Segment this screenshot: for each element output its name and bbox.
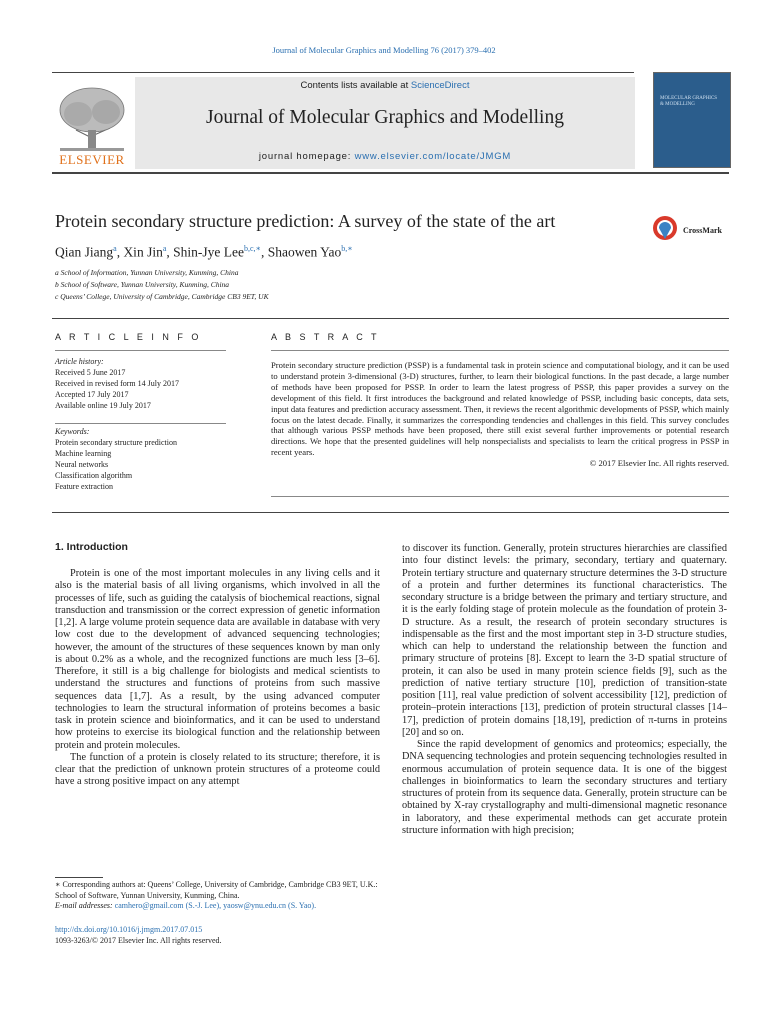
sciencedirect-link[interactable]: ScienceDirect (410, 80, 470, 91)
abstract-body (271, 360, 729, 469)
article-info-heading: A R T I C L E I N F O (55, 332, 202, 342)
contents-line (135, 80, 635, 91)
author-name: Qian Jiang (55, 244, 114, 260)
article-title: Protein secondary structure prediction: A survey of the state of the art (55, 211, 556, 231)
author-affil-marker[interactable]: b,∗ (341, 244, 353, 253)
article-info-rule (55, 350, 226, 351)
history-item: Received 5 June 2017 (55, 368, 126, 377)
keywords-rule (55, 423, 226, 424)
history-item: Accepted 17 July 2017 (55, 390, 129, 399)
body-paragraph: Protein is one of the most important molecules in any living cells and it also is the material basis of all living organisms, which involved in all the processes of life, such as guiding the catalysis of biochemical reactions, signal transduction and transmission or the correct expression of genetic information [1,2]. A large volume protein sequence data are available in database with very low cost due to the development of advanced sequencing technologies; however, the amount of the structures of these sequences known by man only is about 0.2% as a whole, and the recognized functions are much less [3–6]. Therefore, it still is a big challenge for biologists and medical scientists to understand the structures and functions of proteins from such massive sequences data [1,7]. As a result, by the using advanced computer technologies to learn the structural information of proteins becomes a basic task in protein science and bioinformatics, and it can be used to understand how proteins to exercise its biological function and the relationship between protein and protein molecules. (55, 568, 380, 751)
email-links[interactable]: camhero@gmail.com (S.-J. Lee), yaosw@ynu.edu.cn (S. Yao). (114, 901, 317, 910)
history-label: Article history: (55, 357, 104, 366)
keyword: Protein secondary structure prediction (55, 438, 177, 447)
body-paragraph: Since the rapid development of genomics and proteomics; especially, the DNA sequencing technologies and protein sequencing technologies resulted in enormous accumulation of protein sequence data. It is one of the biggest challenges in bioinformatics to learn the secondary structures and tertiary structures of protein from its sequence data. Generally, protein structure can be obtained by X-ray crystallography and multi-dimensional magnetic resonance in laboratory, and these experimental methods can get accurate protein structure information with high precision; (402, 739, 727, 836)
journal-cover-title: MOLECULAR GRAPHICS & MODELLING (660, 96, 718, 107)
journal-title: Journal of Molecular Graphics and Modelling (206, 107, 564, 128)
email-label: E-mail addresses: (55, 901, 115, 910)
author-list (55, 244, 655, 261)
author-name: Shaowen Yao (267, 244, 342, 260)
footnote-emails (55, 901, 380, 912)
journal-homepage-link[interactable]: www.elsevier.com/locate/JMGM (354, 151, 512, 162)
top-rule (52, 72, 634, 73)
body-top-rule (52, 512, 729, 513)
crossmark-label[interactable]: CrossMark (683, 226, 722, 235)
footnote-rule (55, 877, 103, 878)
abstract-bottom-rule (271, 496, 729, 497)
body-left-column (55, 568, 380, 789)
author-name: Shin-Jye Lee (173, 244, 244, 260)
body-paragraph: The function of a protein is closely related to its structure; therefore, it is clear that the prediction of unknown protein structures of a proteome could have a strong positive impact on any attempt (55, 751, 380, 788)
footnote-text: ∗ Corresponding authors at: Queens’ College, University of Cambridge, Cambridge CB3 9ET, U.K.: School of Software, Yunnan University, Kunming, China. (55, 880, 378, 900)
author-separator: , (116, 244, 124, 260)
history-item: Received in revised form 14 July 2017 (55, 379, 179, 388)
header-bottom-rule (52, 172, 729, 174)
keywords-label: Keywords: (55, 427, 90, 436)
journal-reference[interactable]: Journal of Molecular Graphics and Modelling 76 (2017) 379–402 (272, 45, 496, 55)
author-affil-marker[interactable]: b,c,∗ (244, 244, 261, 253)
keyword: Classification algorithm (55, 471, 133, 480)
abstract-heading: A B S T R A C T (271, 332, 380, 342)
corresponding-author-footnote (55, 880, 380, 912)
journal-cover-image (653, 72, 731, 168)
homepage-prefix: journal homepage: (258, 151, 355, 162)
abstract-rule (271, 350, 729, 351)
keyword: Machine learning (55, 449, 112, 458)
keyword: Neural networks (55, 460, 109, 469)
doi-link[interactable]: http://dx.doi.org/10.1016/j.jmgm.2017.07.015 (55, 925, 203, 934)
section-heading-introduction: 1. Introduction (55, 541, 128, 553)
body-paragraph: to discover its function. Generally, protein structures hierarchies are classified into four distinct levels: the primary, secondary, tertiary and quaternary. Protein tertiary structure and quaternary structure determines the 3-D structure of a protein and further determines its functional characteristics. The secondary structure is a bridge between the primary and tertiary structure, and it is the early folding stage of protein molecule as the foundation of protein 3-D structure. As a result, the research of protein secondary structures is indispensable as the first and the most important step in 3-D structure studies, which can help to understand the relationship between the function and primary structure of proteins [8]. Except to learn the 3-D spatial structure of protein, it can also be used in many protein science fields [9], such as the prediction of native tertiary structure [10], prediction of transition-state position [11], real value prediction of solvent accessibility [12], prediction of protein–protein interactions [13], prediction of protein structural classes [14–17], prediction of protein domains [18,19], prediction of π-turns in proteins [20] and so on. (402, 543, 727, 738)
elsevier-logo-text: ELSEVIER (59, 152, 125, 167)
section-rule (52, 318, 729, 319)
author-name: Xin Jin (123, 244, 163, 260)
author-separator: , (261, 244, 268, 260)
history-item: Available online 19 July 2017 (55, 401, 151, 410)
abstract-paragraph: Protein secondary structure prediction (PSSP) is a fundamental task in protein science and computational biology, and it can be used to understand protein 3-dimensional (3-D) structures, further, to learn their biological functions. In the past decade, a large number of methods have been proposed for PSSP. In order to learn the latest progress of PSSP, this paper provides a survey on the development of this field. It first introduces the background and related knowledge of PSSP, including basic concepts, data sets, input data features and prediction accuracy assessment. Then, it reviews the recent algorithmic developments of PSSP, which mainly focus on the latest decade. Finally, it summarizes the corresponding tendencies and challenges in this field. This survey concludes that although various PSSP methods have been proposed, there still exist several further improvements or potential research directions. We hope that the presented guidelines will help nonspecialists and specialists to learn the critical progress in PSSP in recent years. (271, 360, 729, 458)
affiliation: a School of Information, Yunnan University, Kunming, China (55, 268, 239, 277)
affiliation: b School of Software, Yunnan University, Kunming, China (55, 280, 230, 289)
contents-prefix: Contents lists available at (300, 80, 411, 91)
abstract-copyright: © 2017 Elsevier Inc. All rights reserved. (589, 458, 729, 469)
author-affil-marker[interactable]: a (113, 244, 117, 253)
author-separator: , (166, 244, 174, 260)
author-affil-marker[interactable]: a (162, 244, 167, 253)
keyword: Feature extraction (55, 482, 113, 491)
affiliation: c Queens’ College, University of Cambridge, Cambridge CB3 9ET, UK (55, 292, 269, 301)
body-right-column (402, 543, 727, 837)
journal-homepage-line (135, 151, 635, 162)
issn-line: 1093-3263/© 2017 Elsevier Inc. All rights reserved. (55, 936, 222, 945)
